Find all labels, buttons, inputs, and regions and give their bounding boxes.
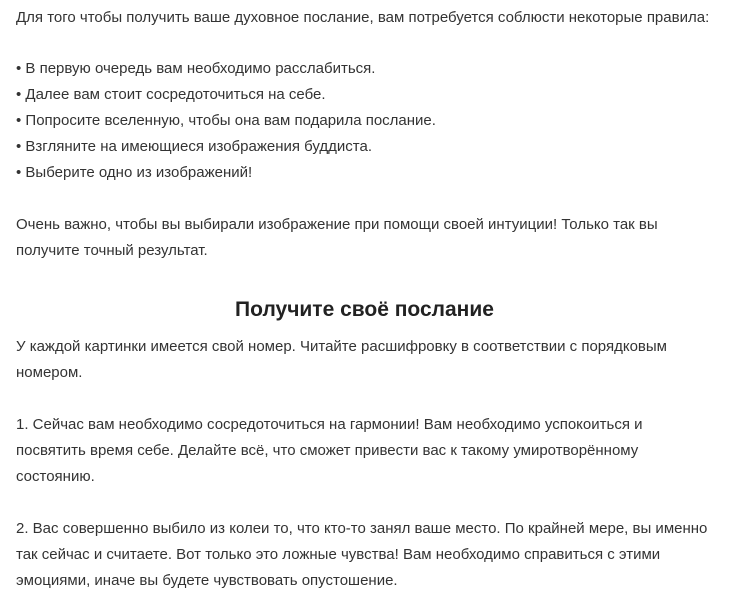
number-note-line: У каждой картинки имеется свой номер. Читайте расшифровку в соответствии с порядковым: [16, 338, 667, 355]
message-item-line: посвятить время себе. Делайте всё, что сможет привести вас к такому умиротворённому: [16, 442, 639, 459]
message-item-line: эмоциями, иначе вы будете чувствовать опустошение.: [16, 572, 398, 589]
message-item-2: [16, 516, 729, 594]
intro-paragraph: Для того чтобы получить ваше духовное послание, вам потребуется соблюсти некоторые правила:: [16, 9, 710, 26]
rule-item: • Далее вам стоит сосредоточиться на себе.: [16, 86, 326, 103]
message-item-line: 2. Вас совершенно выбило из колеи то, что кто-то занял ваше место. По крайней мере, вы именно: [16, 520, 708, 537]
rule-item: • В первую очередь вам необходимо расслабиться.: [16, 60, 376, 77]
section-heading: Получите своё послание: [235, 298, 494, 321]
importance-line: Очень важно, чтобы вы выбирали изображение при помощи своей интуиции! Только так вы: [16, 216, 658, 233]
number-note-paragraph: [16, 334, 729, 386]
rules-list: [16, 56, 729, 186]
message-item-line: 1. Сейчас вам необходимо сосредоточиться на гармонии! Вам необходимо успокоиться и: [16, 416, 643, 433]
message-item-line: так сейчас и считаете. Вот только это ложные чувства! Вам необходимо справиться с этими: [16, 546, 661, 563]
message-item-line: состоянию.: [16, 468, 95, 485]
rule-item: • Попросите вселенную, чтобы она вам подарила послание.: [16, 112, 436, 129]
number-note-line: номером.: [16, 364, 83, 381]
message-item-1: [16, 412, 729, 490]
rule-item: • Выберите одно из изображений!: [16, 164, 253, 181]
rule-item: • Взгляните на имеющиеся изображения буддиста.: [16, 138, 373, 155]
importance-paragraph: [16, 212, 729, 264]
importance-line: получите точный результат.: [16, 242, 208, 259]
